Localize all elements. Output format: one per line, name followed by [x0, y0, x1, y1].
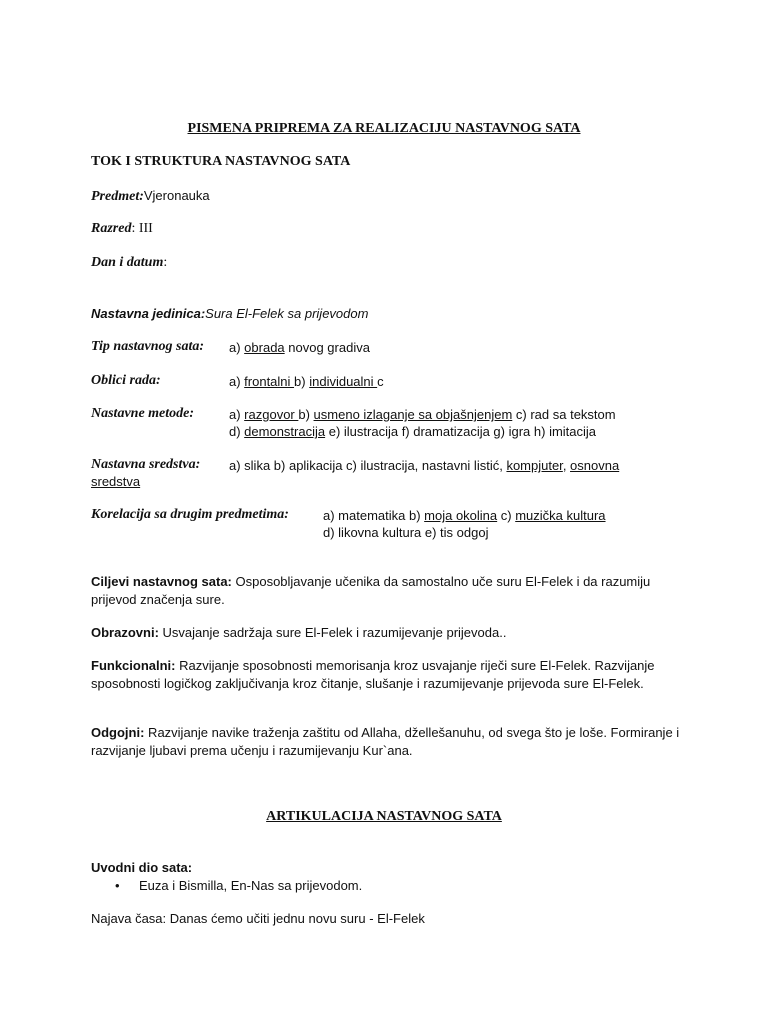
predmet-label: Predmet:: [91, 189, 144, 204]
dan-datum-label: Dan i datum: [91, 255, 164, 270]
metode-option-b: b): [298, 407, 314, 422]
korelacija-c: c): [497, 508, 516, 523]
uvodni-bullet-item: Euza i Bismilla, En-Nas sa prijevodom.: [139, 878, 363, 893]
ciljevi-label: Ciljevi nastavnog sata:: [91, 574, 232, 589]
odgojni-label: Odgojni:: [91, 725, 145, 740]
razred-line: [91, 220, 153, 238]
metode-rest: e) ilustracija f) dramatizacija g) igra h) imitacija: [325, 424, 597, 439]
oblici-frontalni: frontalni: [244, 374, 295, 389]
funkcionalni-paragraph: [91, 657, 691, 693]
korelacija-a-b: a) matematika b): [323, 508, 425, 523]
sredstva-wrap: sredstva: [91, 474, 141, 489]
oblici-individualni: individualni: [309, 374, 378, 389]
metode-razgovor: razgovor: [244, 407, 299, 422]
sredstva-list: a) slika b) aplikacija c) ilustracija, nastavni listić,: [229, 458, 507, 473]
nastavne-metode-line1: [229, 406, 616, 424]
obrazovni-paragraph: [91, 624, 691, 642]
nastavna-sredstva-line1: [229, 457, 619, 475]
najava-casa-line: Najava časa: Danas ćemo učiti jednu novu suru - El-Felek: [91, 911, 425, 926]
nastavne-metode-label: Nastavne metode:: [91, 406, 195, 421]
metode-option-c: c) rad sa tekstom: [512, 407, 616, 422]
predmet-line: [91, 187, 210, 206]
bullet-marker: •: [115, 878, 120, 893]
korelacija-moja-okolina: moja okolina: [424, 508, 498, 523]
ciljevi-paragraph: [91, 573, 691, 609]
korelacija-line1: [323, 507, 606, 525]
metode-usmeno: usmeno izlaganje sa objašnjenjem: [313, 407, 513, 422]
metode-option-a: a): [229, 407, 245, 422]
ciljevi-text: Osposobljavanje učenika da samostalno uče suru El-Felek i da razumiju prijevod značenja sure.: [91, 574, 651, 607]
sredstva-osnovna: osnovna: [570, 458, 620, 473]
sredstva-comma: ,: [562, 458, 571, 473]
korelacija-muzicka: muzička kultura: [515, 508, 606, 523]
tip-sata-value: [229, 339, 370, 357]
oblici-option-b: b): [294, 374, 310, 389]
sredstva-kompjuter: kompjuter: [506, 458, 563, 473]
funkcionalni-label: Funkcionalni:: [91, 658, 176, 673]
korelacija-line2: d) likovna kultura e) tis odgoj: [323, 525, 489, 540]
oblici-rada-value: [229, 373, 384, 391]
razred-colon: :: [131, 221, 136, 236]
uvodni-dio-label: Uvodni dio sata:: [91, 860, 193, 875]
document-title: PISMENA PRIPREMA ZA REALIZACIJU NASTAVNOG SATA: [187, 121, 581, 136]
metode-option-d: d): [229, 424, 245, 439]
dan-datum-line: [91, 254, 167, 272]
predmet-value: Vjeronauka: [143, 188, 210, 203]
korelacija-label: Korelacija sa drugim predmetima:: [91, 507, 289, 522]
oblici-rada-label: Oblici rada:: [91, 373, 161, 388]
tip-option-a: a): [229, 340, 245, 355]
funkcionalni-text: Razvijanje sposobnosti memorisanja kroz usvajanje riječi sure El-Felek. Razvijanje sposobnosti logičkog zaključivanja kroz čitanje, slušanje i razumijevanje prijevoda sure El-Felek.: [91, 658, 655, 691]
odgojni-paragraph: [91, 724, 691, 760]
tip-obrada: obrada: [244, 340, 285, 355]
razred-label: Razred: [91, 221, 132, 236]
odgojni-text: Razvijanje navike traženja zaštitu od Allaha, džellešanuhu, od svega što je loše. Formiranje i razvijanje ljubavi prema učenju i razumijevanju Kur`ana.: [91, 725, 680, 758]
obrazovni-text: Usvajanje sadržaja sure El-Felek i razumijevanje prijevoda..: [158, 625, 507, 640]
tip-rest: novog gradiva: [284, 340, 370, 355]
nastavna-sredstva-label: Nastavna sredstva:: [91, 457, 201, 472]
tip-sata-label: Tip nastavnog sata:: [91, 339, 205, 354]
nastavna-jedinica-label: Nastavna jedinica:: [91, 306, 206, 321]
nastavna-jedinica-line: [91, 305, 368, 323]
nastavne-metode-line2: [229, 423, 596, 441]
section-heading-tok: TOK I STRUKTURA NASTAVNOG SATA: [91, 154, 351, 169]
oblici-option-a: a): [229, 374, 245, 389]
obrazovni-label: Obrazovni:: [91, 625, 159, 640]
razred-value: III: [135, 221, 153, 236]
metode-demonstracija: demonstracija: [244, 424, 326, 439]
oblici-option-c: c: [377, 374, 384, 389]
dan-datum-colon: :: [163, 255, 168, 270]
nastavna-jedinica-value: Sura El-Felek sa prijevodom: [205, 306, 369, 321]
section-heading-artikulacija: ARTIKULACIJA NASTAVNOG SATA: [266, 809, 502, 824]
